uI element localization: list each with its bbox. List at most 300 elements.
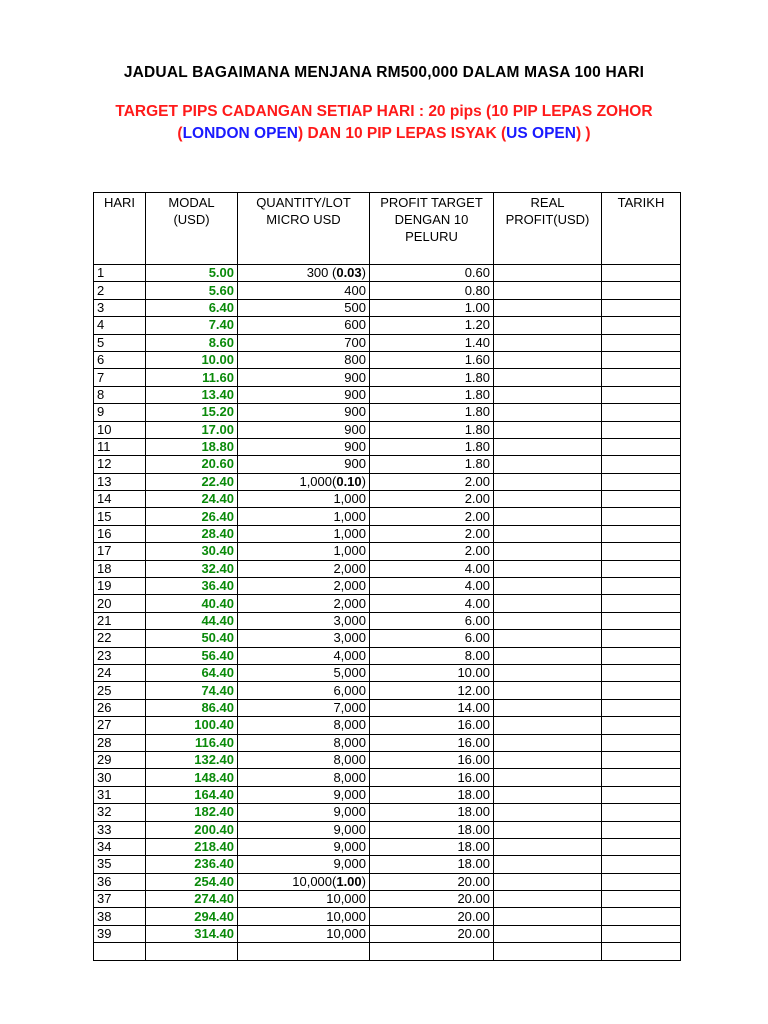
cell-tarikh bbox=[602, 473, 681, 490]
cell-modal: 28.40 bbox=[146, 525, 238, 542]
quantity-value: 5,000 bbox=[333, 665, 366, 681]
cell-real-profit bbox=[494, 351, 602, 368]
london-open-label: LONDON OPEN bbox=[182, 125, 298, 142]
cell-real-profit bbox=[494, 908, 602, 925]
cell-real-profit bbox=[494, 473, 602, 490]
cell-tarikh bbox=[602, 456, 681, 473]
cell-tarikh bbox=[602, 925, 681, 942]
cell-profit-target: 4.00 bbox=[370, 560, 494, 577]
cell-real-profit bbox=[494, 769, 602, 786]
table-row bbox=[94, 456, 681, 473]
cell-hari: 8 bbox=[94, 386, 146, 403]
table-row bbox=[94, 317, 681, 334]
quantity-value: 8,000 bbox=[333, 752, 366, 768]
cell-real-profit bbox=[494, 717, 602, 734]
cell-real-profit bbox=[494, 491, 602, 508]
subtitle-open-paren: ( bbox=[177, 125, 183, 142]
lot-size: 1.00 bbox=[336, 873, 362, 889]
cell-tarikh bbox=[602, 438, 681, 455]
quantity-value: 3,000 bbox=[333, 613, 366, 628]
table-row bbox=[94, 578, 681, 595]
cell-hari: 5 bbox=[94, 334, 146, 351]
cell-hari: 4 bbox=[94, 317, 146, 334]
quantity-value: 2,000 bbox=[333, 578, 366, 594]
table-row bbox=[94, 421, 681, 438]
quantity-value: 8,000 bbox=[333, 717, 366, 733]
empty-cell bbox=[146, 943, 238, 960]
cell-modal: 56.40 bbox=[146, 647, 238, 664]
cell-modal: 5.60 bbox=[146, 282, 238, 299]
header-tarikh: TARIKH bbox=[602, 193, 681, 265]
cell-profit-target: 18.00 bbox=[370, 838, 494, 855]
cell-modal: 13.40 bbox=[146, 386, 238, 403]
cell-quantity bbox=[238, 299, 370, 316]
cell-real-profit bbox=[494, 838, 602, 855]
quantity-value: 900 bbox=[344, 369, 366, 385]
quantity-value: 900 bbox=[344, 386, 366, 402]
cell-hari: 36 bbox=[94, 873, 146, 890]
cell-hari: 33 bbox=[94, 821, 146, 838]
header-modal: MODAL (USD) bbox=[146, 193, 238, 265]
cell-real-profit bbox=[494, 560, 602, 577]
cell-modal: 86.40 bbox=[146, 699, 238, 716]
cell-modal: 132.40 bbox=[146, 751, 238, 768]
cell-quantity bbox=[238, 908, 370, 925]
cell-modal: 164.40 bbox=[146, 786, 238, 803]
cell-profit-target: 16.00 bbox=[370, 769, 494, 786]
cell-hari: 22 bbox=[94, 630, 146, 647]
cell-tarikh bbox=[602, 265, 681, 282]
cell-tarikh bbox=[602, 838, 681, 855]
table-row bbox=[94, 734, 681, 751]
cell-profit-target: 2.00 bbox=[370, 491, 494, 508]
header-profit-target: PROFIT TARGET DENGAN 10 PELURU bbox=[370, 193, 494, 265]
table-row bbox=[94, 265, 681, 282]
cell-real-profit bbox=[494, 630, 602, 647]
cell-modal: 20.60 bbox=[146, 456, 238, 473]
cell-tarikh bbox=[602, 282, 681, 299]
cell-profit-target: 8.00 bbox=[370, 647, 494, 664]
cell-profit-target: 16.00 bbox=[370, 751, 494, 768]
cell-quantity bbox=[238, 647, 370, 664]
table-row bbox=[94, 543, 681, 560]
cell-tarikh bbox=[602, 647, 681, 664]
cell-hari: 27 bbox=[94, 717, 146, 734]
cell-modal: 44.40 bbox=[146, 612, 238, 629]
quantity-value: 900 bbox=[344, 456, 366, 472]
cell-profit-target: 20.00 bbox=[370, 925, 494, 942]
cell-hari: 35 bbox=[94, 856, 146, 873]
cell-tarikh bbox=[602, 578, 681, 595]
cell-hari: 2 bbox=[94, 282, 146, 299]
quantity-value: 1,000 bbox=[333, 543, 366, 559]
cell-quantity bbox=[238, 317, 370, 334]
table-row bbox=[94, 821, 681, 838]
cell-profit-target: 1.20 bbox=[370, 317, 494, 334]
subtitle bbox=[0, 101, 768, 145]
cell-hari: 37 bbox=[94, 891, 146, 908]
cell-hari: 15 bbox=[94, 508, 146, 525]
cell-tarikh bbox=[602, 525, 681, 542]
table-row bbox=[94, 908, 681, 925]
cell-real-profit bbox=[494, 873, 602, 890]
cell-profit-target: 1.40 bbox=[370, 334, 494, 351]
cell-real-profit bbox=[494, 404, 602, 421]
cell-hari: 39 bbox=[94, 925, 146, 942]
table-row bbox=[94, 282, 681, 299]
cell-tarikh bbox=[602, 891, 681, 908]
header-hari: HARI bbox=[94, 193, 146, 265]
cell-quantity bbox=[238, 543, 370, 560]
cell-profit-target: 2.00 bbox=[370, 508, 494, 525]
cell-hari: 24 bbox=[94, 664, 146, 681]
cell-quantity bbox=[238, 925, 370, 942]
table-row bbox=[94, 664, 681, 681]
cell-hari: 19 bbox=[94, 578, 146, 595]
quantity-value: 300 ( bbox=[306, 265, 337, 281]
empty-cell bbox=[602, 943, 681, 960]
quantity-value: 700 bbox=[344, 334, 366, 350]
cell-modal: 10.00 bbox=[146, 351, 238, 368]
cell-tarikh bbox=[602, 804, 681, 821]
table-row bbox=[94, 838, 681, 855]
cell-modal: 64.40 bbox=[146, 664, 238, 681]
cell-modal: 40.40 bbox=[146, 595, 238, 612]
cell-profit-target: 16.00 bbox=[370, 734, 494, 751]
cell-real-profit bbox=[494, 734, 602, 751]
cell-hari: 30 bbox=[94, 769, 146, 786]
cell-tarikh bbox=[602, 682, 681, 699]
cell-modal: 36.40 bbox=[146, 578, 238, 595]
cell-hari: 16 bbox=[94, 525, 146, 542]
cell-profit-target: 14.00 bbox=[370, 699, 494, 716]
cell-modal: 218.40 bbox=[146, 838, 238, 855]
cell-quantity bbox=[238, 351, 370, 368]
cell-real-profit bbox=[494, 525, 602, 542]
cell-quantity bbox=[238, 873, 370, 890]
cell-quantity bbox=[238, 612, 370, 629]
cell-real-profit bbox=[494, 786, 602, 803]
quantity-value: 10,000 bbox=[326, 891, 366, 907]
cell-real-profit bbox=[494, 804, 602, 821]
header-quantity: QUANTITY/LOT MICRO USD bbox=[238, 193, 370, 265]
cell-profit-target: 1.80 bbox=[370, 386, 494, 403]
quantity-value: 900 bbox=[344, 439, 366, 455]
cell-profit-target: 0.60 bbox=[370, 265, 494, 282]
cell-quantity bbox=[238, 717, 370, 734]
cell-modal: 50.40 bbox=[146, 630, 238, 647]
cell-hari: 12 bbox=[94, 456, 146, 473]
table-body bbox=[94, 265, 681, 961]
cell-hari: 21 bbox=[94, 612, 146, 629]
table-row bbox=[94, 508, 681, 525]
lot-close-paren: ) bbox=[361, 473, 366, 489]
cell-profit-target: 18.00 bbox=[370, 804, 494, 821]
quantity-value: 9,000 bbox=[333, 804, 366, 820]
cell-hari: 23 bbox=[94, 647, 146, 664]
cell-profit-target: 20.00 bbox=[370, 908, 494, 925]
cell-quantity bbox=[238, 508, 370, 525]
cell-real-profit bbox=[494, 699, 602, 716]
quantity-value: 1,000( bbox=[299, 473, 337, 489]
cell-tarikh bbox=[602, 317, 681, 334]
cell-real-profit bbox=[494, 543, 602, 560]
cell-tarikh bbox=[602, 595, 681, 612]
cell-hari: 13 bbox=[94, 473, 146, 490]
cell-hari: 29 bbox=[94, 751, 146, 768]
cell-tarikh bbox=[602, 699, 681, 716]
cell-profit-target: 2.00 bbox=[370, 543, 494, 560]
table-row bbox=[94, 595, 681, 612]
cell-profit-target: 6.00 bbox=[370, 630, 494, 647]
cell-modal: 200.40 bbox=[146, 821, 238, 838]
cell-tarikh bbox=[602, 856, 681, 873]
cell-hari: 11 bbox=[94, 438, 146, 455]
page-title: JADUAL BAGAIMANA MENJANA RM500,000 DALAM MASA 100 HARI bbox=[123, 64, 645, 81]
cell-hari: 26 bbox=[94, 699, 146, 716]
cell-modal: 30.40 bbox=[146, 543, 238, 560]
cell-modal: 236.40 bbox=[146, 856, 238, 873]
cell-tarikh bbox=[602, 543, 681, 560]
cell-real-profit bbox=[494, 334, 602, 351]
table-row bbox=[94, 786, 681, 803]
cell-hari: 20 bbox=[94, 595, 146, 612]
cell-real-profit bbox=[494, 386, 602, 403]
cell-tarikh bbox=[602, 560, 681, 577]
cell-profit-target: 18.00 bbox=[370, 856, 494, 873]
cell-tarikh bbox=[602, 386, 681, 403]
cell-real-profit bbox=[494, 456, 602, 473]
cell-modal: 148.40 bbox=[146, 769, 238, 786]
lot-size: 0.10 bbox=[336, 473, 362, 489]
cell-real-profit bbox=[494, 421, 602, 438]
subtitle-line-1: TARGET PIPS CADANGAN SETIAP HARI : 20 pips (10 PIP LEPAS ZOHOR bbox=[115, 103, 653, 120]
cell-quantity bbox=[238, 595, 370, 612]
cell-tarikh bbox=[602, 786, 681, 803]
subtitle-line-2 bbox=[0, 123, 768, 145]
table-row bbox=[94, 299, 681, 316]
cell-quantity bbox=[238, 734, 370, 751]
cell-quantity bbox=[238, 664, 370, 681]
cell-profit-target: 6.00 bbox=[370, 612, 494, 629]
quantity-value: 10,000( bbox=[292, 873, 337, 889]
quantity-value: 10,000 bbox=[326, 908, 366, 924]
cell-modal: 17.00 bbox=[146, 421, 238, 438]
cell-quantity bbox=[238, 525, 370, 542]
cell-tarikh bbox=[602, 821, 681, 838]
cell-tarikh bbox=[602, 717, 681, 734]
table-row bbox=[94, 438, 681, 455]
table-row bbox=[94, 804, 681, 821]
cell-profit-target: 1.80 bbox=[370, 421, 494, 438]
cell-modal: 116.40 bbox=[146, 734, 238, 751]
table-row bbox=[94, 491, 681, 508]
cell-quantity bbox=[238, 838, 370, 855]
cell-profit-target: 1.80 bbox=[370, 456, 494, 473]
cell-tarikh bbox=[602, 334, 681, 351]
quantity-value: 900 bbox=[344, 421, 366, 437]
cell-modal: 8.60 bbox=[146, 334, 238, 351]
table-row bbox=[94, 873, 681, 890]
cell-quantity bbox=[238, 491, 370, 508]
lot-close-paren: ) bbox=[361, 873, 366, 889]
cell-quantity bbox=[238, 560, 370, 577]
cell-quantity bbox=[238, 804, 370, 821]
cell-tarikh bbox=[602, 369, 681, 386]
table-row bbox=[94, 560, 681, 577]
cell-real-profit bbox=[494, 508, 602, 525]
quantity-value: 600 bbox=[344, 317, 366, 333]
cell-modal: 254.40 bbox=[146, 873, 238, 890]
table-row bbox=[94, 369, 681, 386]
cell-profit-target: 0.80 bbox=[370, 282, 494, 299]
table-row bbox=[94, 334, 681, 351]
cell-profit-target: 20.00 bbox=[370, 873, 494, 890]
cell-tarikh bbox=[602, 508, 681, 525]
cell-profit-target: 4.00 bbox=[370, 578, 494, 595]
quantity-value: 9,000 bbox=[333, 856, 366, 872]
cell-quantity bbox=[238, 456, 370, 473]
cell-hari: 18 bbox=[94, 560, 146, 577]
cell-tarikh bbox=[602, 769, 681, 786]
cell-real-profit bbox=[494, 369, 602, 386]
cell-real-profit bbox=[494, 821, 602, 838]
cell-hari: 9 bbox=[94, 404, 146, 421]
cell-quantity bbox=[238, 856, 370, 873]
empty-cell bbox=[238, 943, 370, 960]
cell-quantity bbox=[238, 630, 370, 647]
cell-real-profit bbox=[494, 282, 602, 299]
cell-profit-target: 4.00 bbox=[370, 595, 494, 612]
cell-profit-target: 18.00 bbox=[370, 786, 494, 803]
cell-quantity bbox=[238, 578, 370, 595]
cell-modal: 274.40 bbox=[146, 891, 238, 908]
cell-quantity bbox=[238, 369, 370, 386]
cell-modal: 22.40 bbox=[146, 473, 238, 490]
us-open-label: US OPEN bbox=[506, 125, 576, 142]
cell-hari: 31 bbox=[94, 786, 146, 803]
table-row bbox=[94, 525, 681, 542]
cell-quantity bbox=[238, 821, 370, 838]
cell-profit-target: 10.00 bbox=[370, 664, 494, 681]
quantity-value: 9,000 bbox=[333, 821, 366, 837]
table-row bbox=[94, 612, 681, 629]
cell-real-profit bbox=[494, 438, 602, 455]
cell-modal: 6.40 bbox=[146, 299, 238, 316]
cell-modal: 294.40 bbox=[146, 908, 238, 925]
cell-profit-target: 2.00 bbox=[370, 473, 494, 490]
cell-profit-target: 12.00 bbox=[370, 682, 494, 699]
cell-real-profit bbox=[494, 647, 602, 664]
cell-real-profit bbox=[494, 265, 602, 282]
table-row-partial bbox=[94, 943, 681, 960]
cell-real-profit bbox=[494, 664, 602, 681]
cell-profit-target: 20.00 bbox=[370, 891, 494, 908]
cell-quantity bbox=[238, 438, 370, 455]
cell-quantity bbox=[238, 386, 370, 403]
table-row bbox=[94, 891, 681, 908]
table-row bbox=[94, 682, 681, 699]
cell-hari: 14 bbox=[94, 491, 146, 508]
cell-hari: 1 bbox=[94, 265, 146, 282]
cell-tarikh bbox=[602, 630, 681, 647]
cell-quantity bbox=[238, 265, 370, 282]
cell-real-profit bbox=[494, 682, 602, 699]
cell-quantity bbox=[238, 769, 370, 786]
cell-profit-target: 1.80 bbox=[370, 404, 494, 421]
cell-profit-target: 1.00 bbox=[370, 299, 494, 316]
quantity-value: 1,000 bbox=[333, 491, 366, 507]
cell-real-profit bbox=[494, 856, 602, 873]
table-row bbox=[94, 717, 681, 734]
cell-tarikh bbox=[602, 908, 681, 925]
quantity-value: 7,000 bbox=[333, 699, 366, 715]
quantity-value: 4,000 bbox=[333, 647, 366, 663]
cell-profit-target: 1.80 bbox=[370, 438, 494, 455]
cell-tarikh bbox=[602, 612, 681, 629]
cell-modal: 74.40 bbox=[146, 682, 238, 699]
cell-hari: 38 bbox=[94, 908, 146, 925]
cell-real-profit bbox=[494, 612, 602, 629]
cell-quantity bbox=[238, 421, 370, 438]
quantity-value: 1,000 bbox=[333, 526, 366, 542]
cell-quantity bbox=[238, 751, 370, 768]
cell-modal: 5.00 bbox=[146, 265, 238, 282]
empty-cell bbox=[370, 943, 494, 960]
cell-profit-target: 1.60 bbox=[370, 351, 494, 368]
table-row bbox=[94, 699, 681, 716]
cell-real-profit bbox=[494, 751, 602, 768]
cell-profit-target: 18.00 bbox=[370, 821, 494, 838]
subtitle-close-paren: ) ) bbox=[575, 125, 591, 142]
table-row bbox=[94, 769, 681, 786]
quantity-value: 3,000 bbox=[333, 630, 366, 646]
cell-tarikh bbox=[602, 351, 681, 368]
cell-hari: 6 bbox=[94, 351, 146, 368]
table-row bbox=[94, 351, 681, 368]
header-real-profit: REAL PROFIT(USD) bbox=[494, 193, 602, 265]
cell-quantity bbox=[238, 404, 370, 421]
cell-tarikh bbox=[602, 751, 681, 768]
subtitle-mid-text: ) DAN 10 PIP LEPAS ISYAK ( bbox=[298, 125, 507, 142]
cell-tarikh bbox=[602, 491, 681, 508]
cell-quantity bbox=[238, 682, 370, 699]
cell-hari: 28 bbox=[94, 734, 146, 751]
table-row bbox=[94, 751, 681, 768]
cell-real-profit bbox=[494, 925, 602, 942]
cell-quantity bbox=[238, 699, 370, 716]
cell-modal: 314.40 bbox=[146, 925, 238, 942]
cell-modal: 26.40 bbox=[146, 508, 238, 525]
quantity-value: 400 bbox=[344, 282, 366, 298]
cell-quantity bbox=[238, 786, 370, 803]
quantity-value: 2,000 bbox=[333, 560, 366, 576]
cell-hari: 32 bbox=[94, 804, 146, 821]
cell-quantity bbox=[238, 282, 370, 299]
quantity-value: 6,000 bbox=[333, 682, 366, 698]
quantity-value: 8,000 bbox=[333, 734, 366, 750]
cell-profit-target: 2.00 bbox=[370, 525, 494, 542]
table-row bbox=[94, 856, 681, 873]
cell-real-profit bbox=[494, 578, 602, 595]
cell-modal: 182.40 bbox=[146, 804, 238, 821]
cell-tarikh bbox=[602, 404, 681, 421]
cell-modal: 24.40 bbox=[146, 491, 238, 508]
cell-hari: 3 bbox=[94, 299, 146, 316]
cell-modal: 15.20 bbox=[146, 404, 238, 421]
quantity-value: 8,000 bbox=[333, 769, 366, 785]
cell-real-profit bbox=[494, 317, 602, 334]
